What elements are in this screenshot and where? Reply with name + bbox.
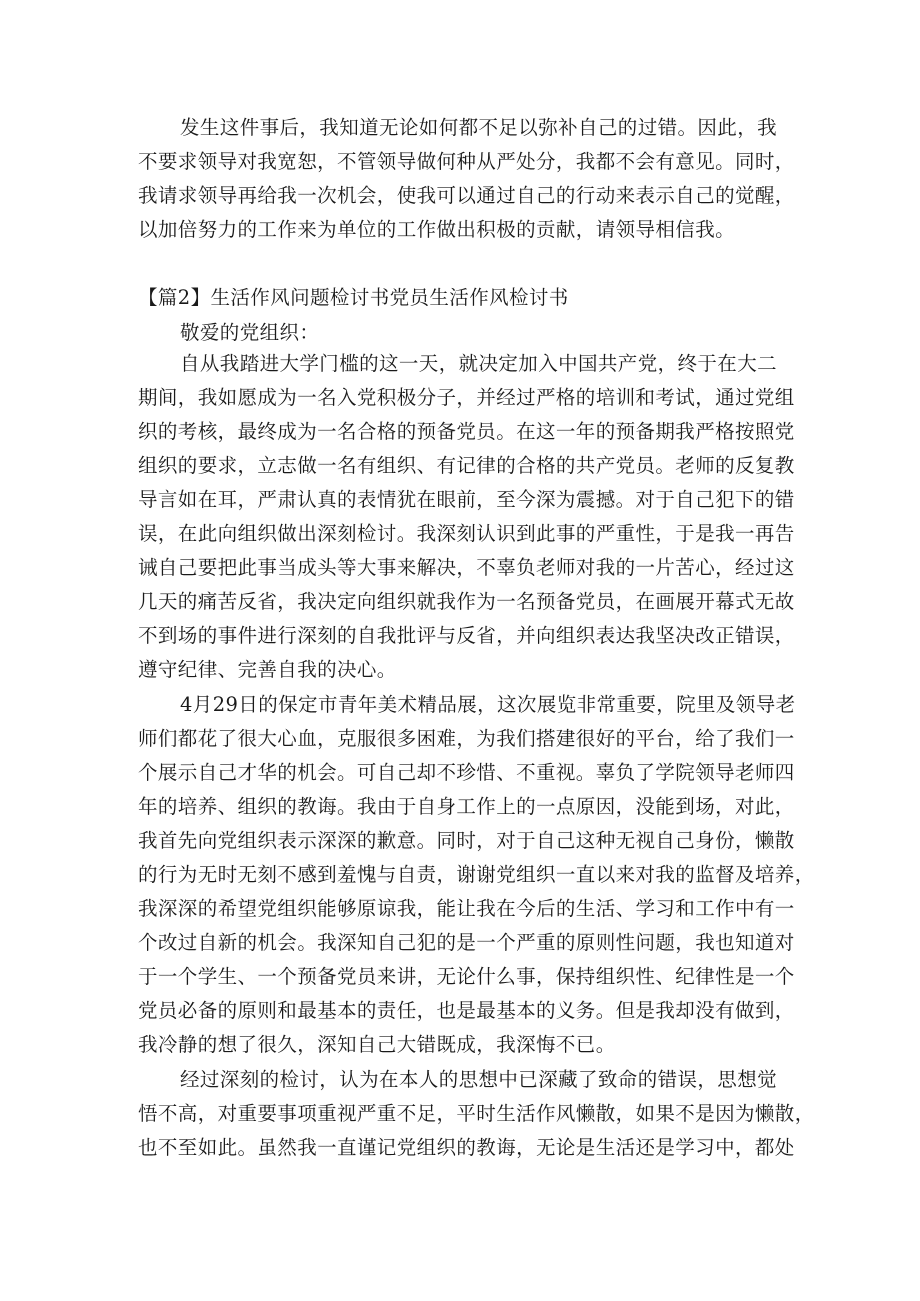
- paragraph-line: 不要求领导对我宽恕，不管领导做何种从严处分，我都不会有意见。同时，: [138, 150, 795, 173]
- section-heading: 【篇2】生活作风问题检讨书党员生活作风检讨书: [138, 286, 569, 309]
- paragraph-3: [138, 688, 815, 1062]
- paragraph-line: 我深深的希望党组织能够原谅我，能让我在今后的生活、学习和工作中有一: [138, 897, 795, 920]
- paragraph-line: 发生这件事后，我知道无论如何都不足以弥补自己的过错。因此，我: [180, 116, 778, 139]
- paragraph-line: 自从我踏进大学门槛的这一天，就决定加入中国共产党，终于在大二: [180, 352, 778, 375]
- paragraph-line: 诫自己要把此事当成头等大事来解决，不辜负老师对我的一片苦心，经过这: [138, 556, 795, 579]
- paragraph-line: 经过深刻的检讨，认为在本人的思想中已深藏了致命的错误，思想觉: [180, 1068, 778, 1091]
- paragraph-line: 期间，我如愿成为一名入党积极分子，并经过严格的培训和考试，通过党组: [138, 386, 795, 409]
- paragraph-line: 不到场的事件进行深刻的自我批评与反省，并向组织表达我坚决改正错误，: [138, 624, 795, 647]
- paragraph-line: 几天的痛苦反省，我决定向组织就我作为一名预备党员，在画展开幕式无故: [138, 590, 795, 613]
- paragraph-1: [138, 111, 798, 247]
- paragraph-line: 悟不高，对重要事项重视严重不足，平时生活作风懒散，如果不是因为懒散，: [138, 1102, 815, 1125]
- salutation: 敬爱的党组织：: [180, 321, 320, 344]
- paragraph-2: [138, 347, 798, 687]
- paragraph-line: 我冷静的想了很久，深知自己大错既成，我深悔不已。: [138, 1033, 616, 1056]
- paragraph-line: 也不至如此。虽然我一直谨记党组织的教诲，无论是生活还是学习中，都处: [138, 1136, 795, 1159]
- paragraph-line: 织的考核，最终成为一名合格的预备党员。在这一年的预备期我严格按照党: [138, 420, 795, 443]
- paragraph-line: 于一个学生、一个预备党员来讲，无论什么事，保持组织性、纪律性是一个: [138, 965, 795, 988]
- paragraph-line: 组织的要求，立志做一名有组织、有记律的合格的共产党员。老师的反复教: [138, 454, 795, 477]
- paragraph-4: [138, 1063, 815, 1165]
- paragraph-line: 4月29日的保定市青年美术精品展，这次展览非常重要，院里及领导老: [180, 693, 796, 716]
- paragraph-line: 党员必备的原则和最基本的责任，也是最基本的义务。但是我却没有做到，: [138, 999, 795, 1022]
- paragraph-line: 遵守纪律、完善自我的决心。: [138, 658, 397, 681]
- paragraph-line: 个改过自新的机会。我深知自己犯的是一个严重的原则性问题，我也知道对: [138, 931, 795, 954]
- paragraph-line: 我首先向党组织表示深深的歉意。同时，对于自己这种无视自己身份，懒散: [138, 829, 795, 852]
- paragraph-line: 个展示自己才华的机会。可自己却不珍惜、不重视。辜负了学院领导老师四: [138, 761, 795, 784]
- paragraph-line: 我请求领导再给我一次机会，使我可以通过自己的行动来表示自己的觉醒，: [138, 184, 795, 207]
- paragraph-line: 以加倍努力的工作来为单位的工作做出积极的贡献，请领导相信我。: [138, 218, 736, 241]
- paragraph-line: 导言如在耳，严肃认真的表情犹在眼前，至今深为震撼。对于自己犯下的错: [138, 488, 795, 511]
- paragraph-line: 的行为无时无刻不感到羞愧与自责，谢谢党组织一直以来对我的监督及培养，: [138, 863, 815, 886]
- paragraph-line: 师们都花了很大心血，克服很多困难，为我们搭建很好的平台，给了我们一: [138, 727, 795, 750]
- paragraph-line: 误，在此向组织做出深刻检讨。我深刻认识到此事的严重性，于是我一再告: [138, 522, 795, 545]
- paragraph-line: 年的培养、组织的教诲。我由于自身工作上的一点原因，没能到场，对此，: [138, 795, 795, 818]
